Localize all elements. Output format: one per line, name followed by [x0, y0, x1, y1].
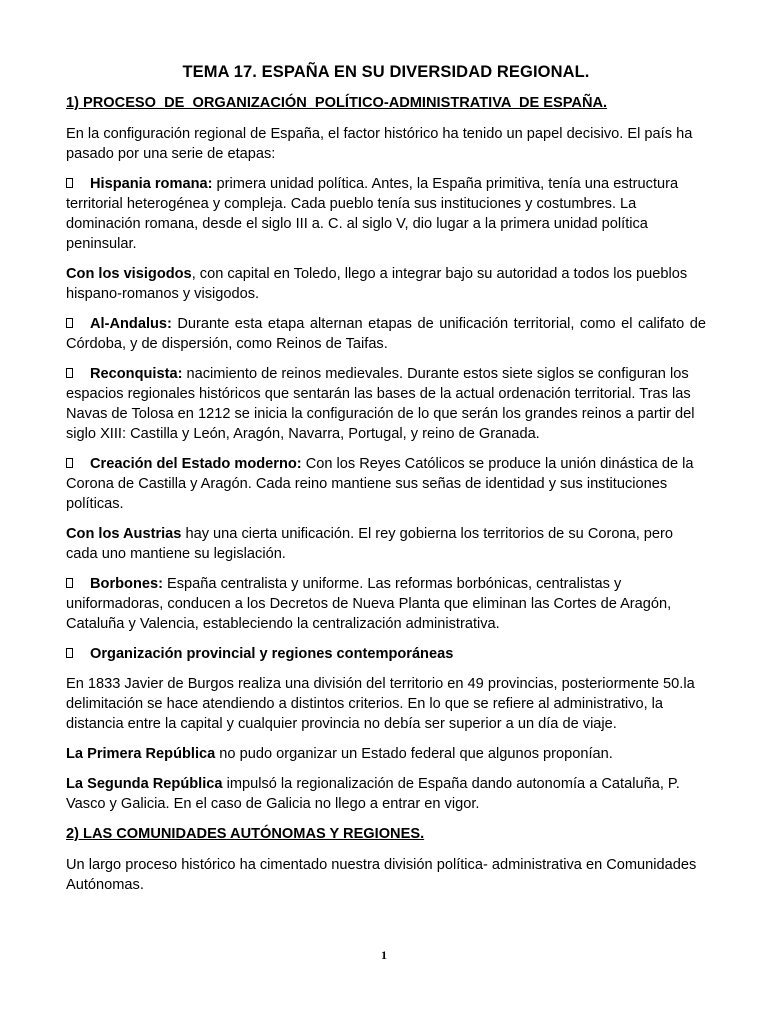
- primera-republica-text: no pudo organizar un Estado federal que algunos proponían.: [215, 746, 613, 762]
- reconquista-text: nacimiento de reinos medievales. Durante estos siete siglos se configuran los espacios regionales históricos que sentarán las bases de la actual ordenación territorial. Tras las Navas de Tolosa en 1212 se inicia la configuración de lo que serán los grandes reinos a partir del siglo XIII: Castilla y León, Aragón, Navarra, Portugal, y reino de Granada.: [66, 366, 695, 442]
- borbones-label: Borbones:: [90, 576, 163, 592]
- bullet-icon: [66, 314, 90, 334]
- bullet-icon: [66, 364, 90, 384]
- section-1-heading: 1) PROCESO DE ORGANIZACIÓN POLÍTICO-ADMINISTRATIVA DE ESPAÑA.: [66, 95, 608, 111]
- austrias-paragraph: [66, 524, 706, 564]
- section-2-intro: Un largo proceso histórico ha cimentado nuestra división política- administrativa en Comunidades Autónomas.: [66, 857, 697, 893]
- segunda-republica-label: La Segunda República: [66, 776, 223, 792]
- bullet-icon: [66, 644, 90, 664]
- hispania-romana-label: Hispania romana:: [90, 176, 213, 192]
- al-andalus-text: Durante esta etapa alternan etapas de unificación territorial, como el califato de Córdoba, y de dispersión, como Reinos de Taifas.: [66, 316, 706, 352]
- visigodos-text: , con capital en Toledo, llego a integrar bajo su autoridad a todos los pueblos hispano-romanos y visigodos.: [66, 266, 688, 302]
- hispania-romana-paragraph: [66, 174, 706, 254]
- austrias-label: Con los Austrias: [66, 526, 182, 542]
- primera-republica-paragraph: [66, 744, 706, 764]
- document-title: TEMA 17. ESPAÑA EN SU DIVERSIDAD REGIONAL.: [182, 63, 590, 81]
- borbones-text: España centralista y uniforme. Las reformas borbónicas, centralistas y uniformadoras, conducen a los Decretos de Nueva Planta que eliminan las Cortes de Aragón, Cataluña y Valencia, estableciendo la centralización administrativa.: [66, 576, 672, 632]
- estado-moderno-label: Creación del Estado moderno:: [90, 456, 302, 472]
- section-2-heading: 2) LAS COMUNIDADES AUTÓNOMAS Y REGIONES.: [66, 826, 425, 842]
- borbones-paragraph: [66, 574, 706, 634]
- primera-republica-label: La Primera República: [66, 746, 216, 762]
- organizacion-provincial-label: Organización provincial y regiones contemporáneas: [90, 646, 454, 662]
- al-andalus-label: Al-Andalus:: [90, 316, 172, 332]
- bullet-icon: [66, 574, 90, 594]
- estado-moderno-text: Con los Reyes Católicos se produce la unión dinástica de la Corona de Castilla y Aragón. Cada reino mantiene sus señas de identidad y sus instituciones políticas.: [66, 456, 694, 512]
- visigodos-label: Con los visigodos: [66, 266, 192, 282]
- page-number: 1: [381, 948, 387, 962]
- section-1-intro: En la configuración regional de España, el factor histórico ha tenido un papel decisivo. El país ha pasado por una serie de etapas:: [66, 126, 693, 162]
- austrias-text: hay una cierta unificación. El rey gobierna los territorios de su Corona, pero cada uno mantiene su legislación.: [66, 526, 674, 562]
- reconquista-label: Reconquista:: [90, 366, 183, 382]
- segunda-republica-text: impulsó la regionalización de España dando autonomía a Cataluña, P. Vasco y Galicia. En el caso de Galicia no llego a entrar en vigor.: [66, 776, 680, 812]
- segunda-republica-paragraph: [66, 774, 706, 814]
- bullet-icon: [66, 454, 90, 474]
- organizacion-provincial-paragraph: [66, 644, 706, 664]
- reconquista-paragraph: [66, 364, 706, 444]
- al-andalus-paragraph: [66, 314, 706, 354]
- bullet-icon: [66, 174, 90, 194]
- hispania-romana-text: primera unidad política. Antes, la España primitiva, tenía una estructura territorial heterogénea y compleja. Cada pueblo tenía sus instituciones y costumbres. La dominación romana, desde el siglo III a. C. al siglo V, dio lugar a la primera unidad política peninsular.: [66, 176, 679, 252]
- estado-moderno-paragraph: [66, 454, 706, 514]
- burgos-paragraph: En 1833 Javier de Burgos realiza una división del territorio en 49 provincias, posteriormente 50.la delimitación se hace atendiendo a distintos criterios. En lo que se refiere al administrativo, la distancia entre la capital y cualquier provincia no debía ser superior a un día de viaje.: [66, 676, 695, 732]
- visigodos-paragraph: [66, 264, 706, 304]
